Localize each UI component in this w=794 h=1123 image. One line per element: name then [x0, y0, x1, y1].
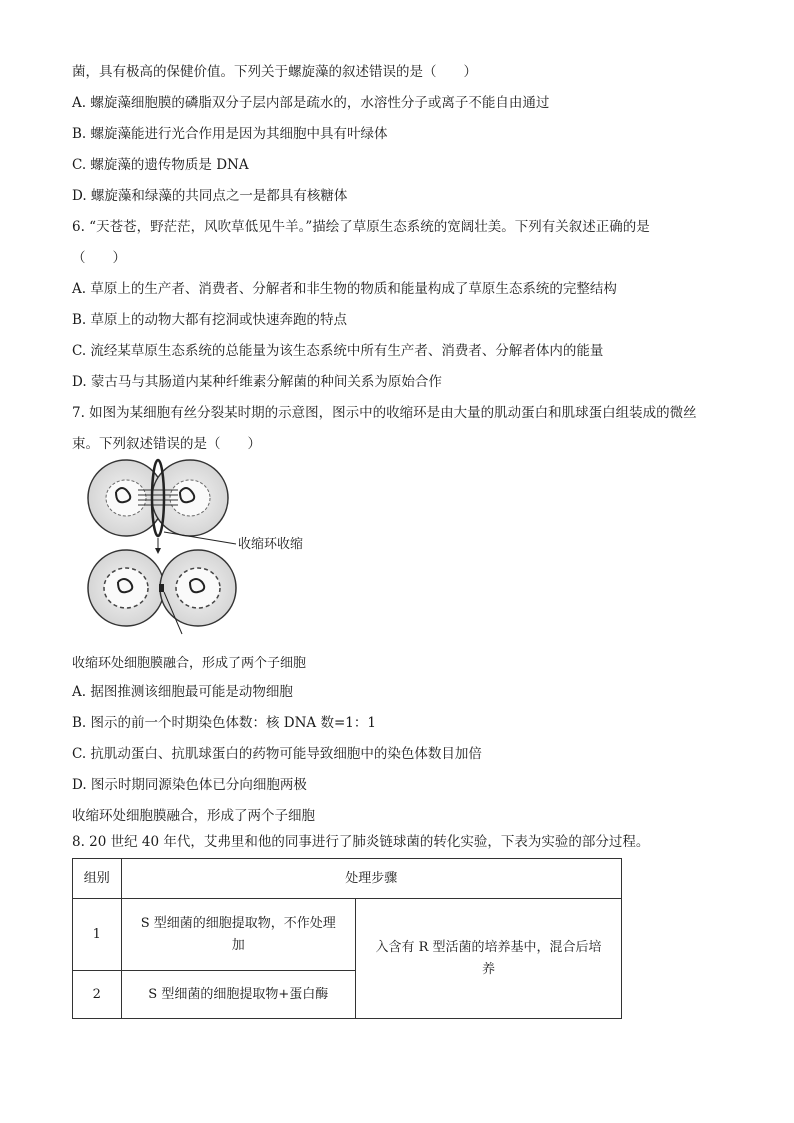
q7-stem-line1: 7. 如图为某细胞有丝分裂某时期的示意图，图示中的收缩环是由大量的肌动蛋白和肌球蛋白组装成的微丝 — [72, 405, 697, 421]
header-steps: 处理步骤 — [121, 859, 621, 899]
row1-step-line1: S 型细菌的细胞提取物，不作处理 — [140, 915, 336, 931]
q5-stem-tail: 菌，具有极高的保健价值。下列关于螺旋藻的叙述错误的是（ ） — [72, 64, 477, 80]
daughter-cells-bottom — [88, 550, 236, 634]
merged-step-cell — [355, 899, 621, 1019]
merged-step-line1: 入含有 R 型活菌的培养基中，混合后培 — [375, 939, 602, 955]
q7-option-a: A. 据图推测该细胞最可能是动物细胞 — [72, 684, 293, 700]
mitosis-diagram — [86, 458, 386, 648]
q6-option-a: A. 草原上的生产者、消费者、分解者和非生物的物质和能量构成了草原生态系统的完整结构 — [72, 281, 617, 297]
figure-label-ring-contract: 收缩环收缩 — [238, 537, 304, 552]
row1-step-line2: 加 — [231, 937, 245, 953]
row1-group: 1 — [73, 899, 122, 971]
q7-option-b: B. 图示的前一个时期染色体数：核 DNA 数=1：1 — [72, 715, 376, 731]
row1-step — [121, 899, 355, 971]
table-header-row — [73, 859, 622, 899]
dividing-cell-top — [88, 460, 236, 554]
q6-option-d: D. 蒙古马与其肠道内某种纤维素分解菌的种间关系为原始合作 — [72, 374, 442, 390]
q5-option-d: D. 螺旋藻和绿藻的共同点之一是都具有核糖体 — [72, 188, 348, 204]
q6-stem-line1: 6. “天苍苍，野茫茫，风吹草低见牛羊。”描绘了草原生态系统的宽阔壮美。下列有关叙述正确的是 — [72, 219, 650, 235]
mitosis-figure — [86, 458, 386, 648]
q7-trailing-line: 收缩环处细胞膜融合，形成了两个子细胞 — [72, 808, 315, 824]
q5-option-b: B. 螺旋藻能进行光合作用是因为其细胞中具有叶绿体 — [72, 126, 388, 142]
q7-option-c: C. 抗肌动蛋白、抗肌球蛋白的药物可能导致细胞中的染色体数目加倍 — [72, 746, 482, 762]
q6-option-b: B. 草原上的动物大都有挖洞或快速奔跑的特点 — [72, 312, 348, 328]
row2-step: S 型细菌的细胞提取物+蛋白酶 — [121, 971, 355, 1019]
q6-stem-line2: （ ） — [72, 250, 126, 266]
q5-option-a: A. 螺旋藻细胞膜的磷脂双分子层内部是疏水的，水溶性分子或离子不能自由通过 — [72, 95, 550, 111]
q7-option-d: D. 图示时期同源染色体已分向细胞两极 — [72, 777, 307, 793]
figure-caption: 收缩环处细胞膜融合，形成了两个子细胞 — [72, 656, 307, 671]
table-row — [73, 899, 622, 971]
q6-option-c: C. 流经某草原生态系统的总能量为该生态系统中所有生产者、消费者、分解者体内的能量 — [72, 343, 604, 359]
q8-stem: 8. 20 世纪 40 年代，艾弗里和他的同事进行了肺炎链球菌的转化实验，下表为实验的部分过程。 — [72, 834, 650, 850]
exam-page — [72, 62, 732, 1019]
header-group: 组别 — [73, 859, 122, 899]
row2-group: 2 — [73, 971, 122, 1019]
q8-steps-table — [72, 858, 622, 1019]
q5-option-c: C. 螺旋藻的遗传物质是 DNA — [72, 157, 249, 173]
merged-step-line2: 养 — [481, 961, 495, 977]
q7-stem-line2: 束。下列叙述错误的是（ ） — [72, 436, 261, 452]
